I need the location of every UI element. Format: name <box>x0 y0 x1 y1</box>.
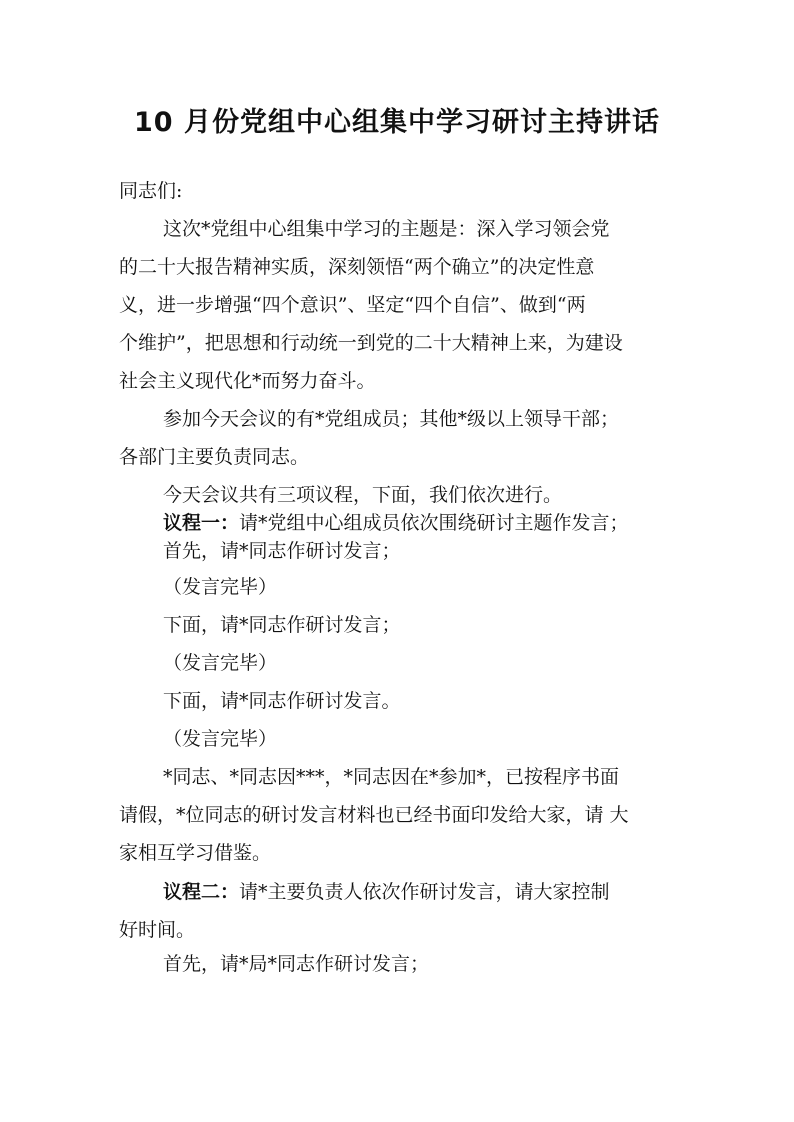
paragraph-line: 参加今天会议的有*党组成员；其他*级以上领导干部； <box>163 408 620 430</box>
speech-done-note: （发言完毕） <box>163 576 278 598</box>
theme-paragraph <box>119 210 679 400</box>
item2-first-speaker: 首先，请*局*同志作研讨发言； <box>163 953 430 975</box>
agenda-item-1-text: 请*党组中心组成员依次围绕研讨主题作发言； <box>239 512 629 534</box>
next-speaker: 下面，请*同志作研讨发言。 <box>163 690 401 712</box>
first-speaker: 首先，请*同志作研讨发言； <box>163 540 401 562</box>
document-title: 10 月份党组中心组集中学习研讨主持讲话 <box>134 107 660 138</box>
paragraph-line: 家相互学习借鉴。 <box>119 842 272 864</box>
leave-paragraph <box>119 758 679 872</box>
paragraph-line: 义，进一步增强“四个意识”、坚定“四个自信”、做到“两 <box>119 294 586 316</box>
agenda-item-1-label: 议程一： <box>163 512 240 534</box>
paragraph-line: 社会主义现代化*而努力奋斗。 <box>119 370 376 392</box>
paragraph-line: 各部门主要负责同志。 <box>119 446 310 468</box>
agenda-intro: 今天会议共有三项议程，下面，我们依次进行。 <box>163 484 563 506</box>
paragraph-line: 的二十大报告精神实质，深刻领悟“两个确立”的决定性意 <box>119 256 595 278</box>
next-speaker: 下面，请*同志作研讨发言； <box>163 614 401 636</box>
attendees-paragraph <box>119 400 679 476</box>
paragraph-line: 个维护”，把思想和行动统一到党的二十大精神上来，为建设 <box>119 332 623 354</box>
paragraph-line: 这次*党组中心组集中学习的主题是：深入学习领会党 <box>163 218 610 240</box>
paragraph-line: 请假，*位同志的研讨发言材料也已经书面印发给大家，请 大 <box>119 804 629 826</box>
agenda-item-2 <box>119 873 679 949</box>
greeting: 同志们: <box>119 180 183 202</box>
paragraph-line: *同志、*同志因***，*同志因在*参加*，已按程序书面 <box>163 766 620 788</box>
speech-done-note: （发言完毕） <box>163 728 278 750</box>
speech-done-note: （发言完毕） <box>163 652 278 674</box>
agenda-item-2-text: 请*主要负责人依次作研讨发言，请大家控制 <box>239 881 610 903</box>
agenda-item-2-label: 议程二： <box>163 881 240 903</box>
paragraph-line: 好时间。 <box>119 919 196 941</box>
